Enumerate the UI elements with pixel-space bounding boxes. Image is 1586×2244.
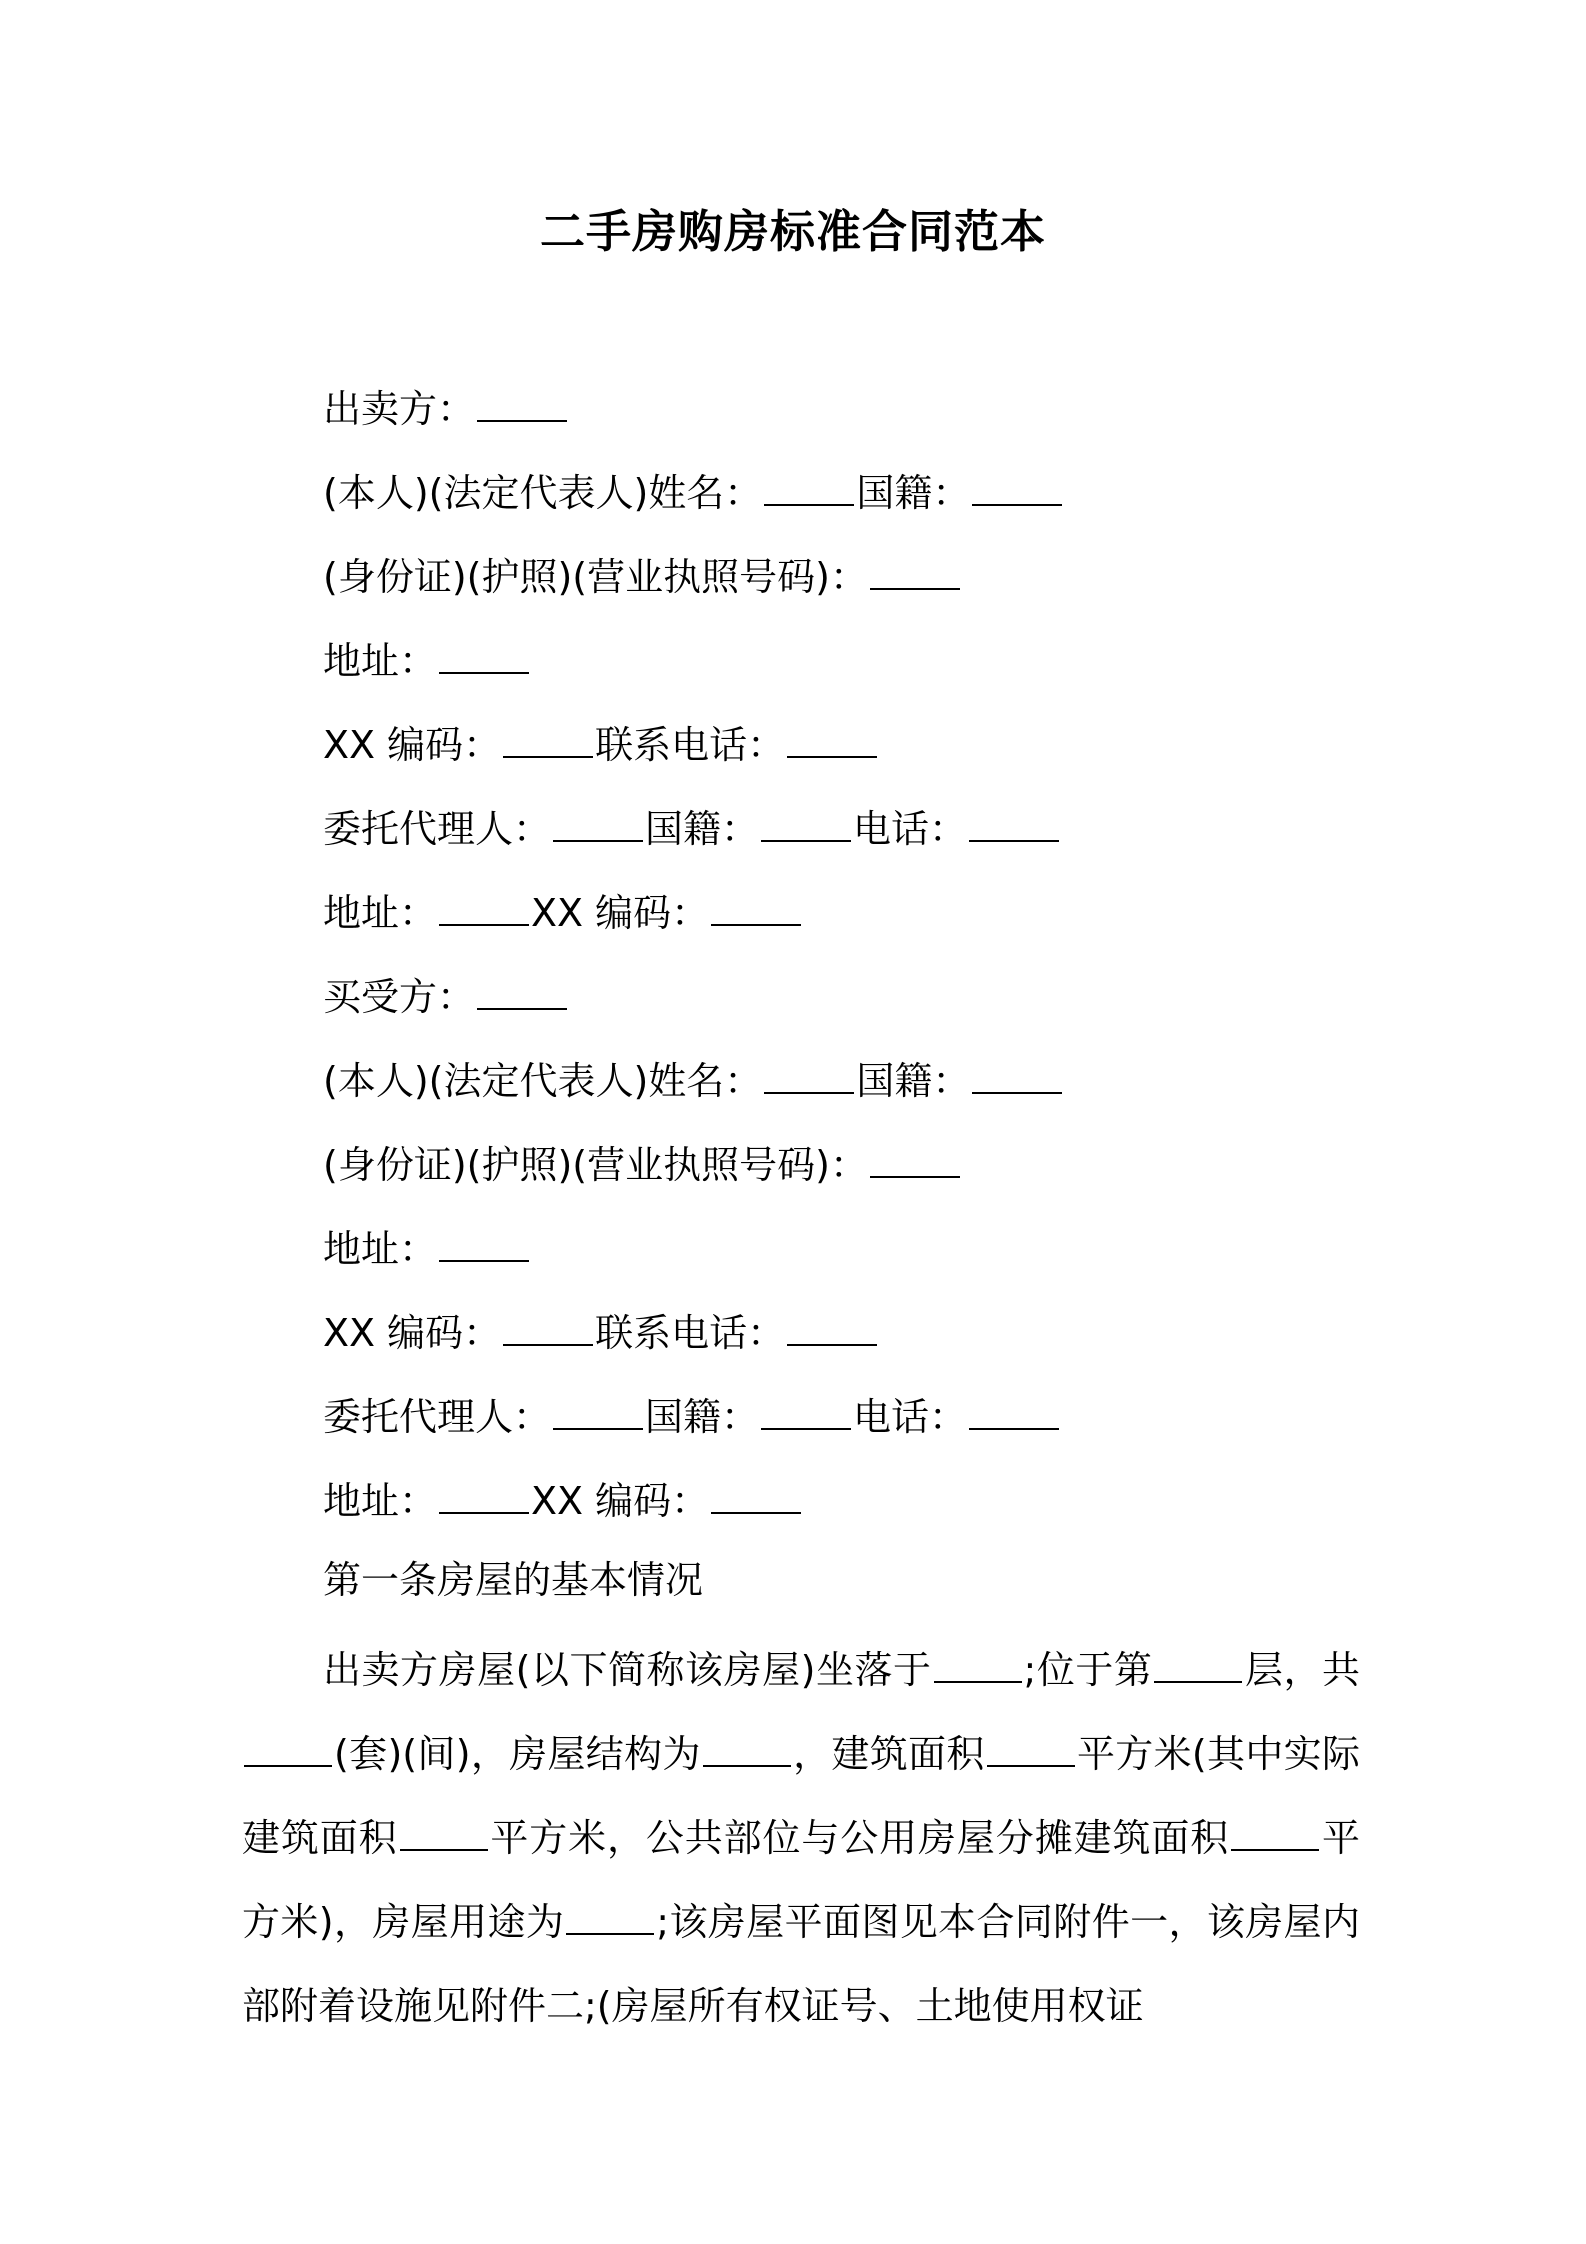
- seller-blank[interactable]: [477, 376, 567, 422]
- buyer-postcode-blank[interactable]: [503, 1300, 593, 1346]
- buyer-address-line: [323, 1216, 531, 1277]
- seller-phone-label: 联系电话：: [595, 723, 786, 767]
- article1-text-7: 平方米，公共部位与公用房屋分摊建筑面积: [489, 1816, 1230, 1860]
- article1-area-blank[interactable]: [987, 1721, 1075, 1767]
- buyer-agent-line: [323, 1384, 1061, 1445]
- buyer-heading-line: [323, 964, 569, 1025]
- article1-floor-blank[interactable]: [1154, 1637, 1242, 1683]
- buyer-agent-address-blank[interactable]: [439, 1468, 529, 1514]
- article1-usage-blank[interactable]: [566, 1889, 654, 1935]
- buyer-agent-label: 委托代理人：: [323, 1395, 552, 1439]
- article1-text-4: (套)(间)，房屋结构为: [334, 1732, 701, 1776]
- buyer-blank[interactable]: [477, 964, 567, 1010]
- buyer-agent-nationality-label: 国籍：: [645, 1395, 760, 1439]
- buyer-phone-label: 联系电话：: [595, 1311, 786, 1355]
- buyer-name-blank[interactable]: [764, 1048, 854, 1094]
- seller-agent-postcode-label: XX 编码：: [531, 891, 710, 935]
- buyer-name-label: (本人)(法定代表人)姓名：: [323, 1059, 763, 1103]
- seller-agent-address-label: 地址：: [323, 891, 438, 935]
- seller-heading-line: [323, 376, 569, 437]
- article1-heading: 第一条房屋的基本情况: [323, 1558, 704, 1602]
- seller-address-blank[interactable]: [439, 628, 529, 674]
- buyer-agent-postcode-blank[interactable]: [711, 1468, 801, 1514]
- seller-address-label: 地址：: [323, 639, 438, 683]
- buyer-id-line: [323, 1132, 962, 1193]
- buyer-nationality-blank[interactable]: [972, 1048, 1062, 1094]
- article1-text-6: 平方米(其中实际建筑面积: [242, 1732, 1360, 1860]
- article1-shared-area-blank[interactable]: [1231, 1805, 1319, 1851]
- seller-agent-nationality-label: 国籍：: [645, 807, 760, 851]
- article1-location-blank[interactable]: [934, 1637, 1022, 1683]
- buyer-name-line: [323, 1048, 1064, 1109]
- buyer-agent-phone-label: 电话：: [853, 1395, 968, 1439]
- buyer-phone-blank[interactable]: [787, 1300, 877, 1346]
- seller-nationality-blank[interactable]: [972, 460, 1062, 506]
- buyer-postcode-line: [323, 1300, 879, 1361]
- seller-heading: 出卖方：: [323, 387, 476, 431]
- article1-text-8: 平方米)，房屋用途为: [242, 1816, 1360, 1944]
- article1-text-3: 层，共: [1244, 1648, 1360, 1692]
- buyer-agent-phone-blank[interactable]: [969, 1384, 1059, 1430]
- seller-name-label: (本人)(法定代表人)姓名：: [323, 471, 763, 515]
- seller-nationality-label: 国籍：: [856, 471, 971, 515]
- article1-text-1: 出卖方房屋(以下简称该房屋)坐落于: [323, 1648, 932, 1692]
- seller-agent-phone-label: 电话：: [853, 807, 968, 851]
- article1-actual-area-blank[interactable]: [400, 1805, 488, 1851]
- seller-postcode-blank[interactable]: [503, 712, 593, 758]
- seller-name-blank[interactable]: [764, 460, 854, 506]
- seller-agent-label: 委托代理人：: [323, 807, 552, 851]
- seller-address-line: [323, 628, 531, 689]
- seller-agent-phone-blank[interactable]: [969, 796, 1059, 842]
- buyer-postcode-label: XX 编码：: [323, 1311, 502, 1355]
- seller-phone-blank[interactable]: [787, 712, 877, 758]
- buyer-agent-nationality-blank[interactable]: [761, 1384, 851, 1430]
- buyer-heading: 买受方：: [323, 975, 476, 1019]
- buyer-address-blank[interactable]: [439, 1216, 529, 1262]
- seller-agent-postcode-blank[interactable]: [711, 880, 801, 926]
- seller-id-blank[interactable]: [870, 544, 960, 590]
- article1-text-9: ;该房屋平面图见本合同附件一，该房屋内部附着设施见附件二;(房屋所有权证号、土地使用权证: [242, 1900, 1360, 2028]
- seller-agent-blank[interactable]: [553, 796, 643, 842]
- seller-agent-nationality-blank[interactable]: [761, 796, 851, 842]
- buyer-address-label: 地址：: [323, 1227, 438, 1271]
- seller-postcode-label: XX 编码：: [323, 723, 502, 767]
- buyer-agent-blank[interactable]: [553, 1384, 643, 1430]
- seller-agent-address-blank[interactable]: [439, 880, 529, 926]
- seller-name-line: [323, 460, 1064, 521]
- buyer-id-label: (身份证)(护照)(营业执照号码)：: [323, 1143, 868, 1187]
- seller-id-label: (身份证)(护照)(营业执照号码)：: [323, 555, 868, 599]
- article1-text-2: ;位于第: [1023, 1648, 1153, 1692]
- buyer-id-blank[interactable]: [870, 1132, 960, 1178]
- seller-id-line: [323, 544, 962, 605]
- article1-paragraph: [242, 1628, 1360, 2048]
- buyer-nationality-label: 国籍：: [856, 1059, 971, 1103]
- article1-units-blank[interactable]: [244, 1721, 332, 1767]
- document-title: 二手房购房标准合同范本: [539, 205, 1046, 258]
- seller-agent-address-line: [323, 880, 803, 941]
- article1-text-5: ，建筑面积: [792, 1732, 985, 1776]
- article1-structure-blank[interactable]: [703, 1721, 791, 1767]
- buyer-agent-address-label: 地址：: [323, 1479, 438, 1523]
- seller-postcode-line: [323, 712, 879, 773]
- buyer-agent-postcode-label: XX 编码：: [531, 1479, 710, 1523]
- seller-agent-line: [323, 796, 1061, 857]
- buyer-agent-address-line: [323, 1468, 803, 1529]
